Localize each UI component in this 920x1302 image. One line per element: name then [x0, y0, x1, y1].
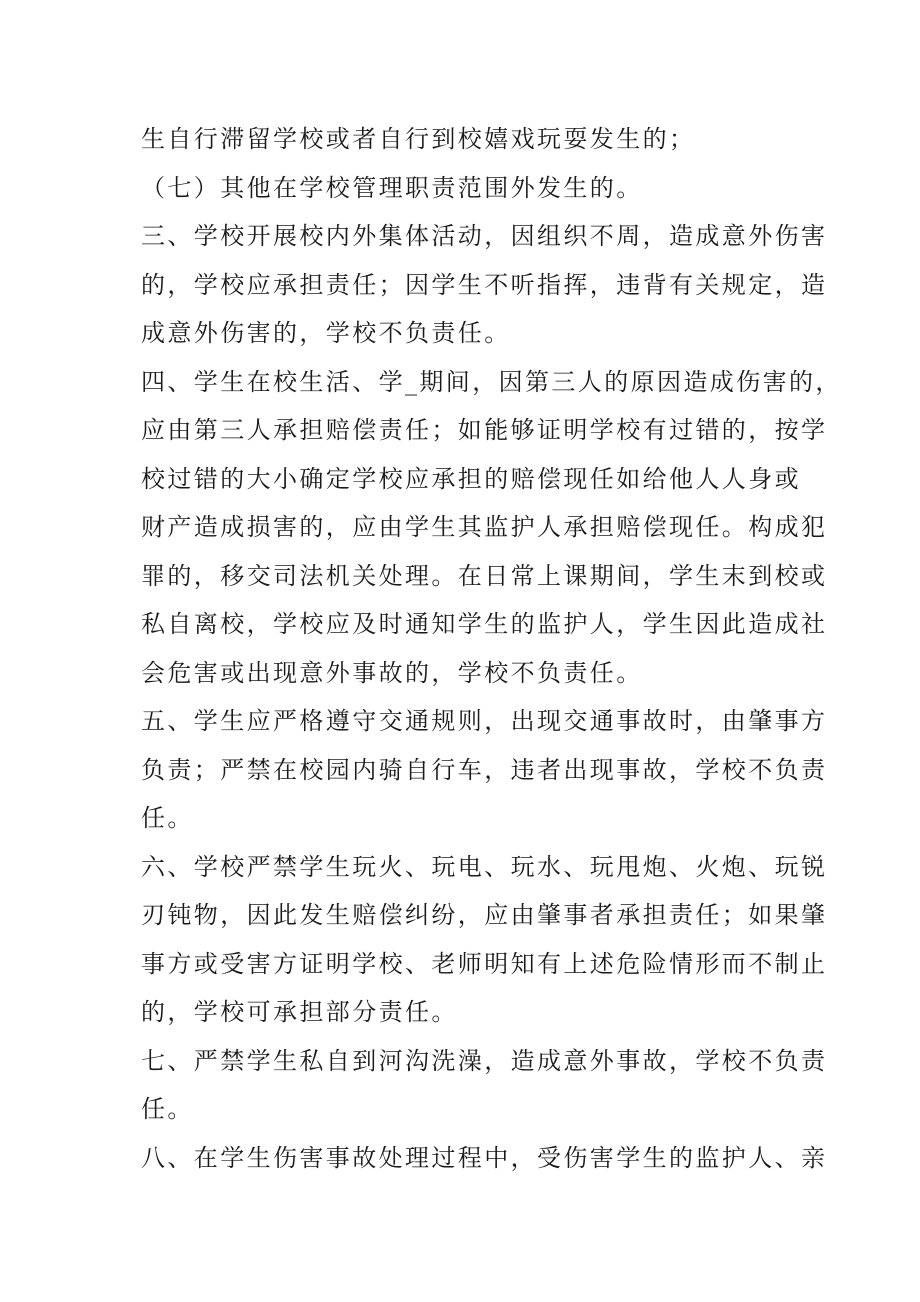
text-line: 八、在学生伤害事故处理过程中，受伤害学生的监护人、亲 [141, 1143, 828, 1172]
text-line: 生自行滞留学校或者自行到校嬉戏玩耍发生的； [141, 125, 696, 153]
text-line: 校过错的大小确定学校应承担的赔偿现任如给他人人身或 [141, 464, 801, 493]
text-line: 五、学生应严格遵守交通规则，出现交通事故时，由肇事方 [141, 707, 828, 735]
text-line: 七、严禁学生私自到河沟洗澡，造成意外事故，学校不负责 [141, 1046, 828, 1075]
text-line: （七）其他在学校管理职责范围外发生的。 [141, 173, 643, 202]
text-line: 应由第三人承担赔偿责任；如能够证明学校有过错的，按学 [141, 416, 828, 444]
text-line: 六、学校严禁学生玩火、玩电、玩水、玩甩炮、火炮、玩锐 [141, 852, 828, 881]
text-line: 四、学生在校生活、学_期间，因第三人的原因造成伤害的， [141, 367, 842, 396]
text-line: 罪的，移交司法机关处理。在日常上课期间，学生末到校或 [141, 561, 828, 590]
body-text [141, 115, 842, 1182]
text-line: 的，学校应承担责任；因学生不听指挥，违背有关规定，造 [141, 270, 828, 299]
text-line: 负责；严禁在校园内骑自行车，违者出现事故，学校不负责 [141, 755, 828, 784]
text-line: 成意外伤害的，学校不负责任。 [141, 319, 511, 347]
text-line: 会危害或出现意外事故的，学校不负责任。 [141, 658, 643, 687]
text-line: 三、学校开展校内外集体活动，因组织不周，造成意外伤害 [141, 222, 828, 250]
text-line: 的，学校可承担部分责任。 [141, 998, 458, 1026]
text-line: 任。 [141, 1095, 194, 1123]
text-line: 任。 [141, 804, 194, 832]
text-line: 刃钝物，因此发生赔偿纠纷，应由肇事者承担责任；如果肇 [141, 901, 828, 929]
text-line: 私自离校，学校应及时通知学生的监护人，学生因此造成社 [141, 610, 828, 638]
text-line: 财产造成损害的，应由学生其监护人承担赔偿现任。构成犯 [141, 513, 828, 541]
text-line: 事方或受害方证明学校、老师明知有上述危险情形而不制止 [141, 949, 828, 978]
